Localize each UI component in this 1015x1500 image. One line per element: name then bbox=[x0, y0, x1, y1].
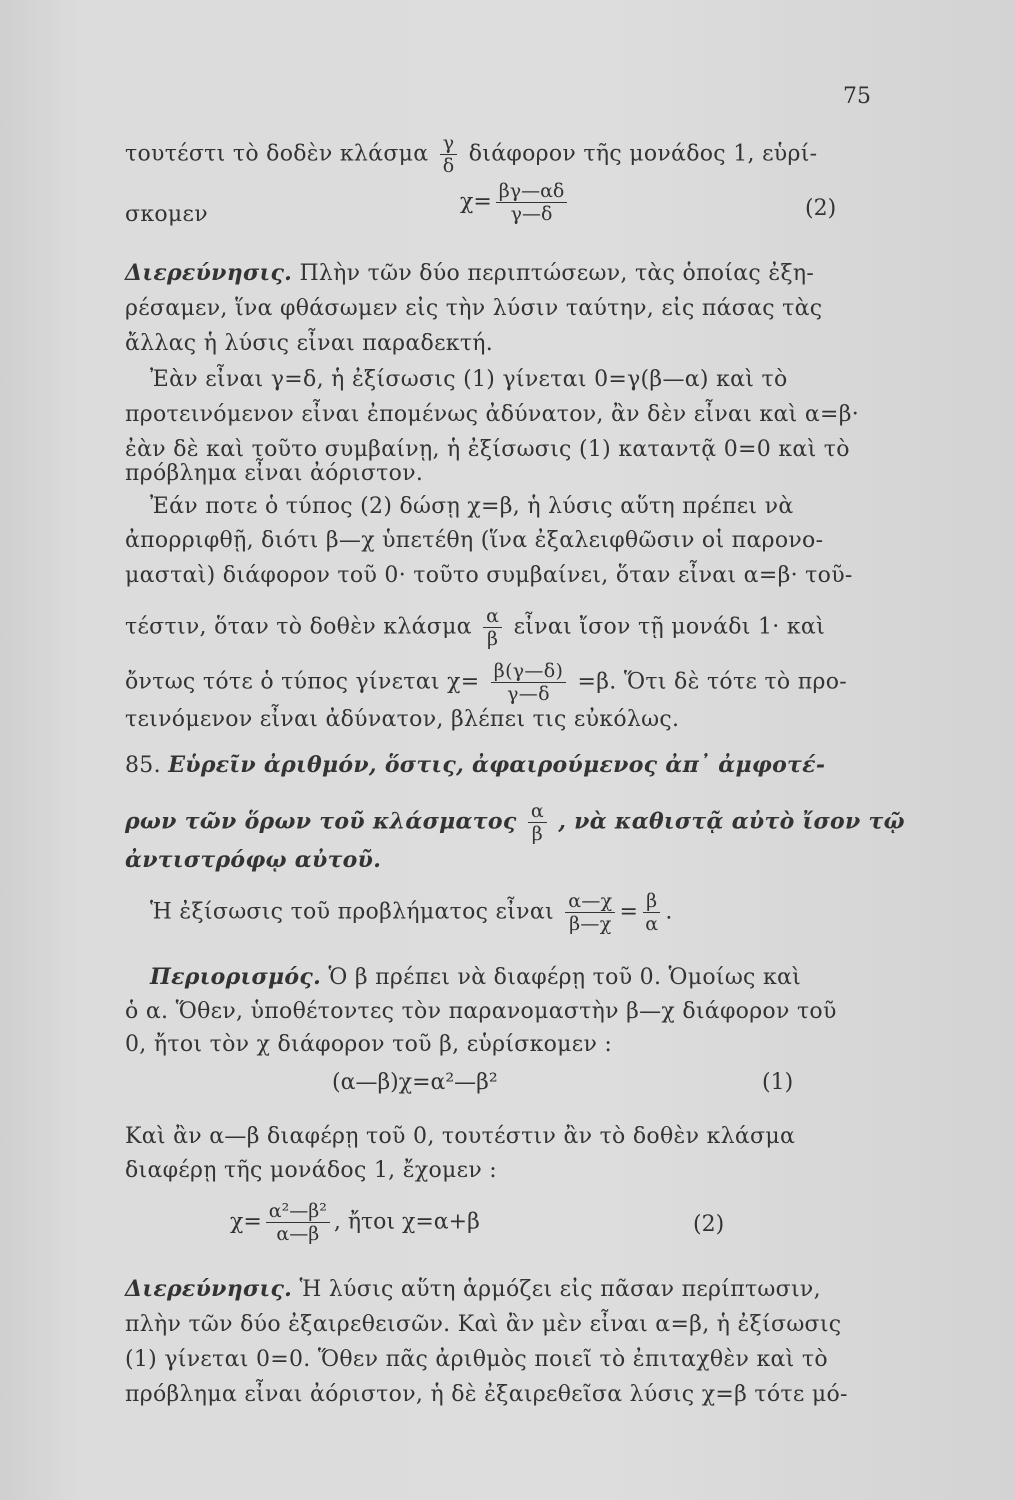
denominator: δ bbox=[442, 155, 455, 177]
fraction bbox=[528, 800, 547, 845]
text-line bbox=[125, 890, 905, 935]
denominator: β bbox=[487, 628, 499, 650]
text-span: Ἡ ἐξίσωσις τοῦ προβλήματος εἶναι bbox=[150, 899, 554, 925]
text-line bbox=[125, 605, 905, 650]
section-heading: Διερεύνησις. bbox=[125, 1276, 293, 1302]
equation-tag: (2) bbox=[693, 1212, 725, 1237]
text-span: ὄντως τότε ὁ τύπος γίνεται χ= bbox=[125, 669, 480, 695]
text-line bbox=[125, 800, 905, 845]
fraction bbox=[483, 605, 502, 650]
text-span: =β. Ὅτι δὲ τότε τὸ προ- bbox=[577, 669, 848, 695]
numerator: β bbox=[643, 890, 660, 913]
numerator: α—χ bbox=[565, 890, 615, 913]
equation-tag: (2) bbox=[805, 196, 837, 221]
text-line: Ἐάν ποτε ὁ τύπος (2) δώσῃ χ=β, ἡ λύσις αὕτη πρέπει νὰ bbox=[150, 494, 794, 519]
text-line: τεινόμενον εἶναι ἀδύνατον, βλέπει τις εὐκόλως. bbox=[125, 707, 680, 732]
text-span: τέστιν, ὅταν τὸ δοθὲν κλάσμα bbox=[125, 614, 472, 640]
numerator: γ bbox=[440, 132, 458, 155]
numerator: βγ—αδ bbox=[496, 180, 568, 203]
problem-title: ρων τῶν ὅρων τοῦ κλάσματος bbox=[125, 808, 517, 835]
text-line: ἀπορριφθῇ, διότι β—χ ὑπετέθη (ἵνα ἐξαλειφθῶσιν οἱ παρονο- bbox=[125, 528, 824, 553]
text-line: προτεινόμενον εἶναι ἐπομένως ἀδύνατον, ἂν δὲν εἶναι καὶ α=β· bbox=[125, 402, 860, 427]
numerator: α bbox=[528, 800, 547, 823]
denominator: γ—δ bbox=[510, 203, 553, 225]
numerator: β(γ—δ) bbox=[491, 660, 566, 683]
equation bbox=[460, 180, 571, 225]
problem-title: ἀντιστρόφῳ αὐτοῦ. bbox=[125, 847, 382, 873]
text-span: διάφορον τῆς μονάδος 1, εὑρί- bbox=[468, 141, 818, 167]
numerator: α²—β² bbox=[266, 1200, 330, 1223]
text-line: πρόβλημα εἶναι ἀόριστον. bbox=[125, 461, 424, 486]
text-line: ρέσαμεν, ἵνα φθάσωμεν εἰς τὴν λύσιν ταύτην, εἰς πάσας τὰς bbox=[125, 296, 823, 321]
fraction bbox=[491, 660, 566, 705]
text-line: (1) γίνεται 0=0. Ὅθεν πᾶς ἀριθμὸς ποιεῖ τὸ ἐπιταχθὲν καὶ τὸ bbox=[125, 1347, 828, 1372]
text-span: Πλὴν τῶν δύο περιπτώσεων, τὰς ὁποίας ἐξη- bbox=[299, 261, 815, 286]
equation: (α—β)χ=α²—β² bbox=[332, 1070, 498, 1095]
text-line: ὁ α. Ὅθεν, ὑποθέτοντες τὸν παρανομαστὴν β—χ διάφορον τοῦ bbox=[125, 999, 837, 1024]
numerator: α bbox=[483, 605, 502, 628]
equation-tag: (1) bbox=[762, 1070, 794, 1095]
text-span: εἶναι ἴσον τῇ μονάδι 1· καὶ bbox=[513, 614, 825, 640]
denominator: α—β bbox=[276, 1223, 320, 1245]
text-line bbox=[125, 132, 905, 177]
equation bbox=[230, 1200, 480, 1245]
fraction bbox=[642, 890, 661, 935]
denominator: β bbox=[531, 823, 544, 845]
page-number: 75 bbox=[843, 84, 871, 109]
text-line: Ἐὰν εἶναι γ=δ, ἡ ἐξίσωσις (1) γίνεται 0=γ(β—α) καὶ τὸ bbox=[150, 367, 788, 392]
equals-sign: = bbox=[619, 899, 639, 925]
denominator: β—χ bbox=[569, 913, 612, 935]
text-line bbox=[125, 750, 905, 781]
equation-lhs: χ= bbox=[460, 189, 492, 215]
text-line: Καὶ ἂν α—β διαφέρῃ τοῦ 0, τουτέστιν ἂν τὸ δοθὲν κλάσμα bbox=[125, 1124, 796, 1149]
text-span: . bbox=[665, 899, 673, 925]
text-span: σκομεν bbox=[125, 202, 208, 227]
text-line: διαφέρῃ τῆς μονάδος 1, ἔχομεν : bbox=[125, 1158, 498, 1183]
text-line: μασταὶ) διάφορον τοῦ 0· τοῦτο συμβαίνει, ὅταν εἶναι α=β· τοῦ- bbox=[125, 563, 853, 588]
text-span: τουτέστι τὸ δοδὲν κλάσμα bbox=[125, 141, 429, 167]
section-heading: Περιορισμός. bbox=[150, 964, 322, 990]
paragraph-number: 85. bbox=[125, 753, 161, 778]
problem-title: Εὑρεῖν ἀριθμόν, ὅστις, ἀφαιρούμενος ἀπ᾽ ἀμφοτέ- bbox=[168, 752, 826, 778]
text-line: ἄλλας ἡ λύσις εἶναι παραδεκτή. bbox=[125, 331, 494, 356]
text-line bbox=[125, 258, 905, 289]
problem-title: , νὰ καθιστᾷ αὐτὸ ἴσον τῷ bbox=[558, 808, 905, 835]
fraction bbox=[266, 1200, 330, 1245]
text-line: ἐὰν δὲ καὶ τοῦτο συμβαίνῃ, ἡ ἐξίσωσις (1) καταντᾷ 0=0 καὶ τὸ bbox=[125, 437, 850, 462]
section-heading: Διερεύνησις. bbox=[125, 260, 293, 286]
denominator: α bbox=[645, 913, 659, 935]
text-span: Ἡ λύσις αὕτη ἁρμόζει εἰς πᾶσαν περίπτωσιν, bbox=[299, 1277, 821, 1302]
text-line: 0, ἤτοι τὸν χ διάφορον τοῦ β, εὑρίσκομεν : bbox=[125, 1032, 613, 1057]
denominator: γ—δ bbox=[507, 683, 550, 705]
equation-lhs: χ= bbox=[230, 1209, 262, 1235]
fraction bbox=[496, 180, 568, 225]
text-line bbox=[125, 660, 905, 705]
text-span: Ὁ β πρέπει νὰ διαφέρῃ τοῦ 0. Ὁμοίως καὶ bbox=[328, 965, 802, 990]
text-line: πρόβλημα εἶναι ἀόριστον, ἡ δὲ ἐξαιρεθεῖσα λύσις χ=β τότε μό- bbox=[125, 1382, 848, 1407]
equation-rhs: , ἤτοι χ=α+β bbox=[333, 1209, 480, 1235]
text-line: πλὴν τῶν δύο ἐξαιρεθεισῶν. Καὶ ἂν μὲν εἶναι α=β, ἡ ἐξίσωσις bbox=[125, 1312, 842, 1337]
fraction bbox=[565, 890, 615, 935]
fraction bbox=[440, 132, 458, 177]
text-line bbox=[125, 962, 905, 993]
text-line bbox=[125, 1274, 905, 1305]
text-line bbox=[125, 845, 905, 876]
